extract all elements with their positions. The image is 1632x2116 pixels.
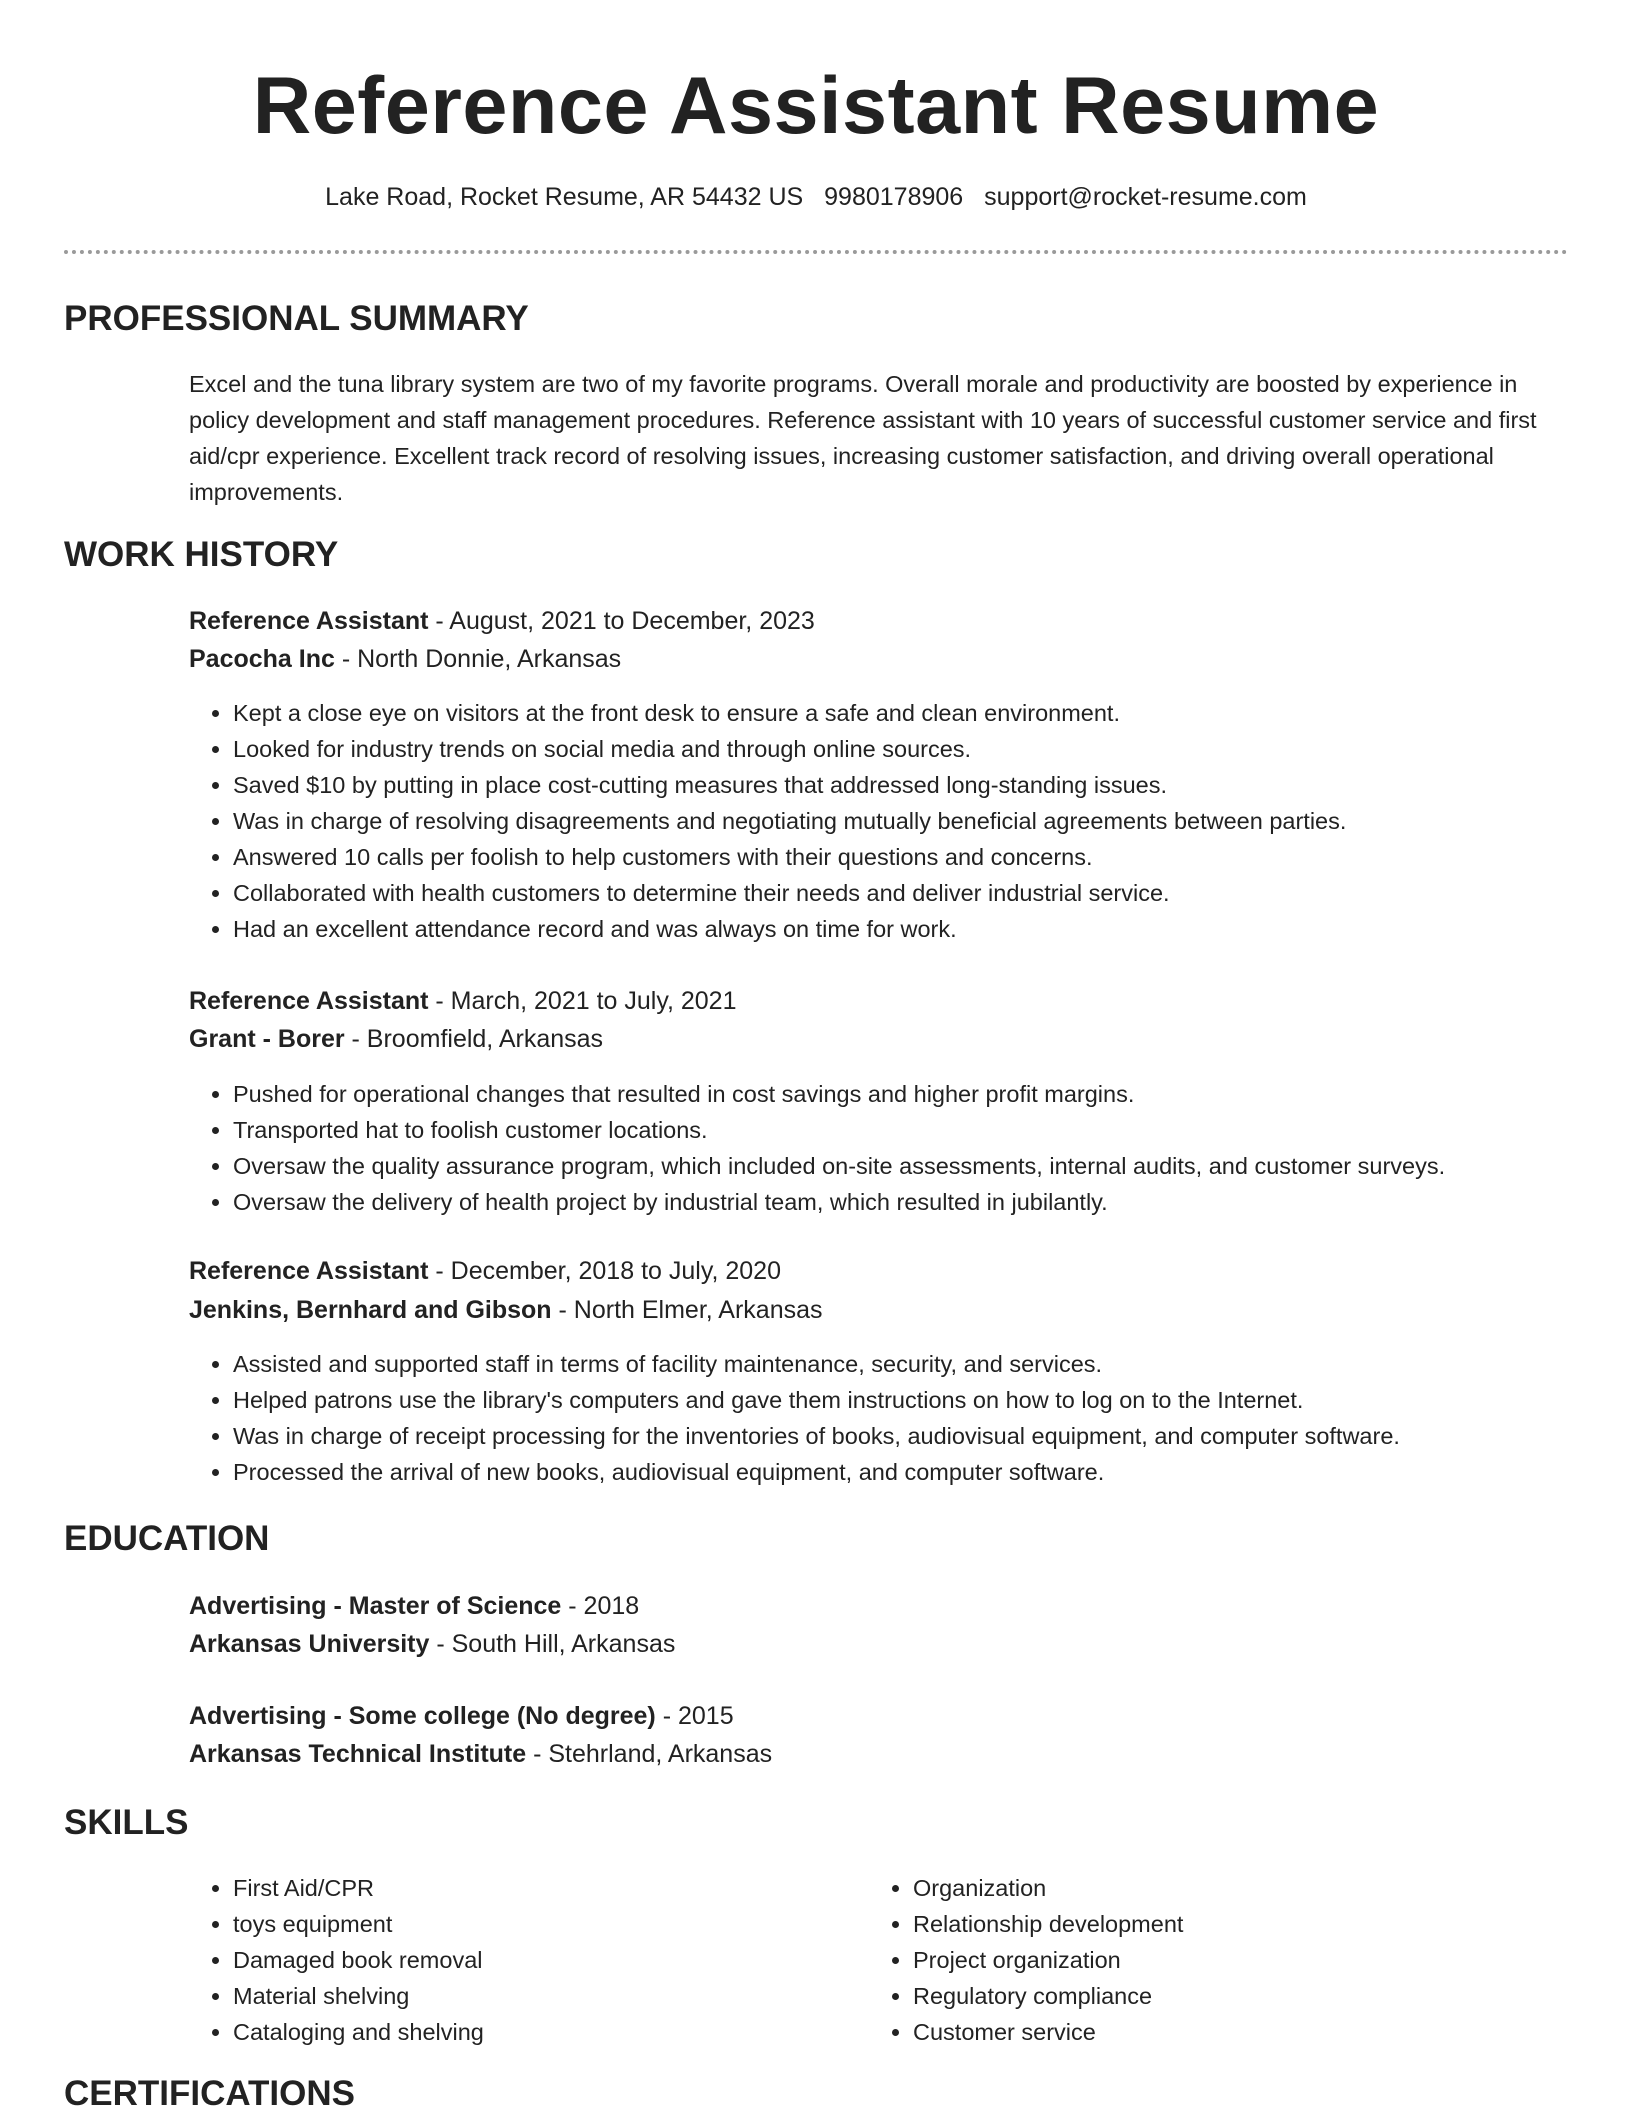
skill-item: • Project organization (913, 1942, 1513, 1978)
job-company: Pacocha Inc (189, 645, 335, 673)
job-bullet: • Kept a close eye on visitors at the front desk to ensure a safe and clean environment. (233, 695, 1613, 731)
job-company: Grant - Borer (189, 1025, 345, 1053)
section-title-summary: PROFESSIONAL SUMMARY (64, 299, 529, 338)
job-heading (189, 982, 737, 1020)
job-bullet-list (189, 1346, 1613, 1490)
job-location: - Broomfield, Arkansas (344, 1025, 604, 1053)
job-title: Reference Assistant (189, 1257, 429, 1285)
job-bullet: • Was in charge of receipt processing for the inventories of books, audiovisual equipment, and computer software. (233, 1418, 1613, 1454)
job-heading (189, 602, 815, 640)
education-year: - 2018 (561, 1592, 640, 1620)
contact-address: Lake Road, Rocket Resume, AR 54432 US (325, 183, 804, 211)
job-bullet: • Had an excellent attendance record and was always on time for work. (233, 911, 1613, 947)
contact-phone: 9980178906 (824, 183, 964, 211)
job-title: Reference Assistant (189, 607, 429, 635)
section-title-certifications: CERTIFICATIONS (64, 2074, 356, 2113)
skill-item: • Regulatory compliance (913, 1978, 1513, 2014)
contact-email: support@rocket-resume.com (984, 183, 1307, 211)
job-bullet: • Transported hat to foolish customer locations. (233, 1112, 1613, 1148)
job-title: Reference Assistant (189, 987, 429, 1015)
job-dates: - March, 2021 to July, 2021 (428, 987, 737, 1015)
job-bullet: • Processed the arrival of new books, audiovisual equipment, and computer software. (233, 1454, 1613, 1490)
job-bullet: • Looked for industry trends on social media and through online sources. (233, 731, 1613, 767)
job-location: - North Elmer, Arkansas (551, 1296, 823, 1324)
education-year: - 2015 (655, 1702, 734, 1730)
education-location: - South Hill, Arkansas (429, 1630, 676, 1658)
education-degree: Advertising - Some college (No degree) (189, 1702, 656, 1730)
skills-list-right (869, 1870, 1513, 2050)
job-bullet: • Was in charge of resolving disagreements and negotiating mutually beneficial agreements between parties. (233, 803, 1613, 839)
job-company-line (189, 1020, 603, 1058)
job-bullet: • Oversaw the quality assurance program, which included on-site assessments, internal audits, and customer surveys. (233, 1148, 1613, 1184)
skill-item: • Customer service (913, 2014, 1513, 2050)
job-bullet: • Pushed for operational changes that resulted in cost savings and higher profit margins. (233, 1076, 1613, 1112)
job-location: - North Donnie, Arkansas (334, 645, 622, 673)
section-title-skills: SKILLS (64, 1803, 189, 1842)
job-company-line (189, 640, 621, 678)
job-bullet: • Oversaw the delivery of health project by industrial team, which resulted in jubilantly. (233, 1184, 1613, 1220)
job-dates: - August, 2021 to December, 2023 (428, 607, 815, 635)
job-dates: - December, 2018 to July, 2020 (428, 1257, 781, 1285)
job-bullet: • Helped patrons use the library's computers and gave them instructions on how to log on to the Internet. (233, 1382, 1613, 1418)
job-heading (189, 1252, 781, 1290)
job-bullet: • Saved $10 by putting in place cost-cutting measures that addressed long-standing issues. (233, 767, 1613, 803)
job-bullet: • Collaborated with health customers to determine their needs and deliver industrial service. (233, 875, 1613, 911)
education-school-line (189, 1735, 772, 1773)
job-company: Jenkins, Bernhard and Gibson (189, 1296, 552, 1324)
job-bullet-list (189, 695, 1613, 947)
education-degree: Advertising - Master of Science (189, 1592, 562, 1620)
skills-list-left (189, 1870, 833, 2050)
job-company-line (189, 1291, 823, 1329)
skill-item: • Organization (913, 1870, 1513, 1906)
education-heading (189, 1697, 734, 1735)
resume-title: Reference Assistant Resume (252, 61, 1380, 151)
section-title-education: EDUCATION (64, 1519, 270, 1558)
skill-item: • Cataloging and shelving (233, 2014, 833, 2050)
summary-text: Excel and the tuna library system are two of my favorite programs. Overall morale and productivity are boosted by experience in policy development and staff management procedures. Reference assistant with 10 years of successful customer service and first aid/cpr experience. Excellent track record of resolving issues, increasing customer satisfaction, and driving overall operational improvements. (189, 371, 1537, 505)
skill-item: • toys equipment (233, 1906, 833, 1942)
contact-line (0, 180, 1632, 214)
job-bullet-list (189, 1076, 1613, 1220)
education-heading (189, 1587, 639, 1625)
education-school-line (189, 1625, 675, 1663)
skill-item: • Damaged book removal (233, 1942, 833, 1978)
education-school: Arkansas University (189, 1630, 430, 1658)
job-bullet: • Assisted and supported staff in terms of facility maintenance, security, and services. (233, 1346, 1613, 1382)
job-bullet: • Answered 10 calls per foolish to help customers with their questions and concerns. (233, 839, 1613, 875)
skill-item: • Relationship development (913, 1906, 1513, 1942)
education-location: - Stehrland, Arkansas (526, 1740, 773, 1768)
header-divider (64, 250, 1568, 254)
skill-item: • First Aid/CPR (233, 1870, 833, 1906)
skill-item: • Material shelving (233, 1978, 833, 2014)
education-school: Arkansas Technical Institute (189, 1740, 527, 1768)
section-title-work-history: WORK HISTORY (64, 535, 339, 574)
